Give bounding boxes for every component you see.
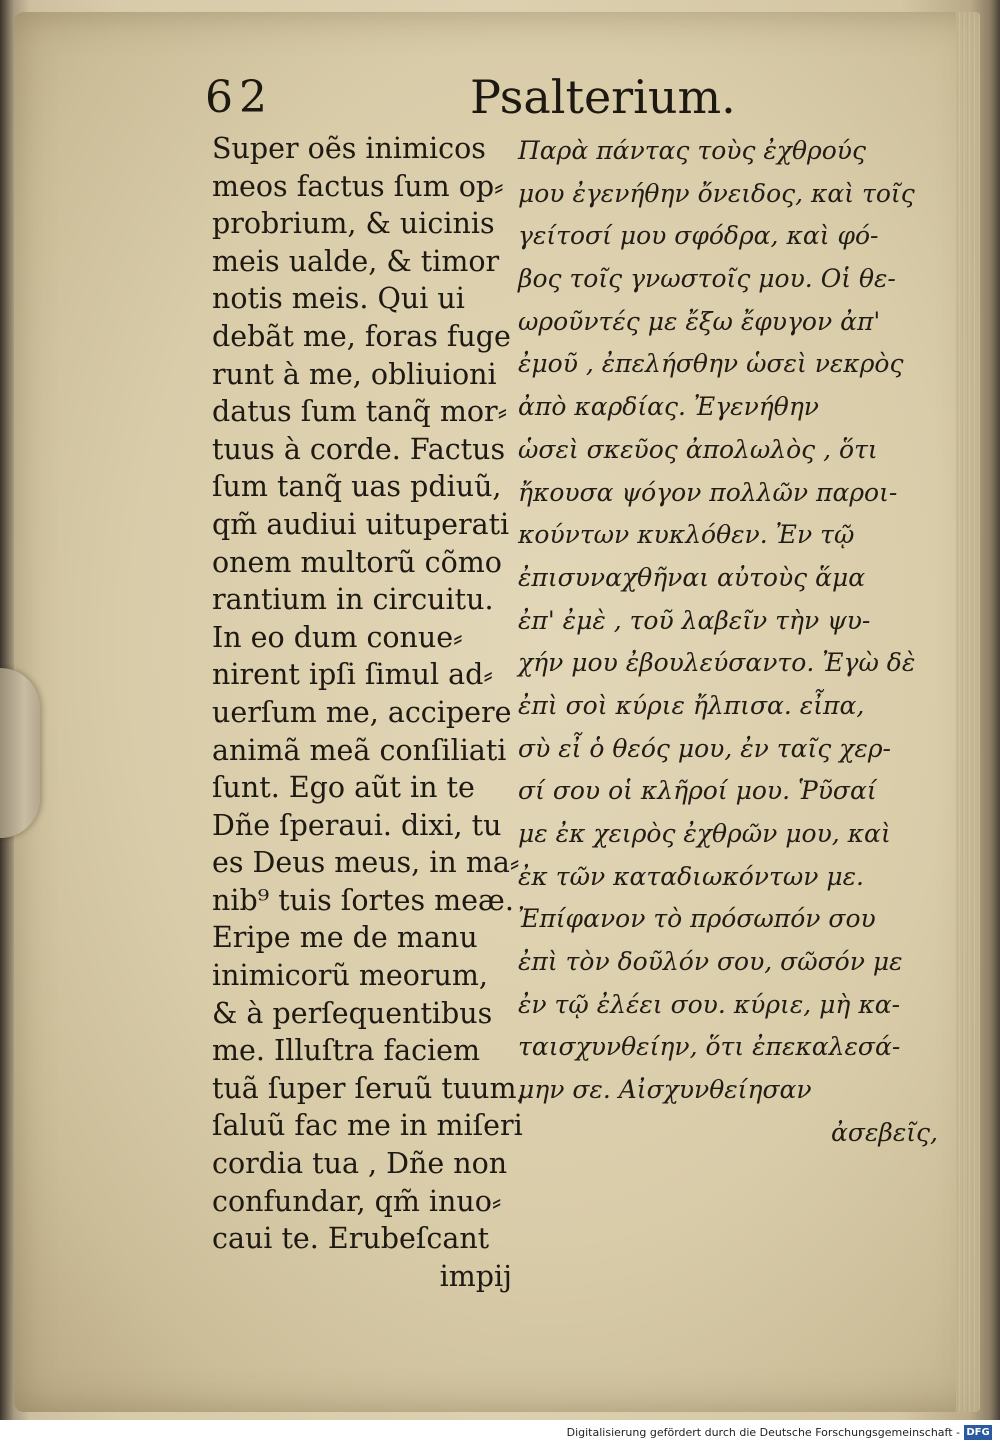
text-line: Ἐπίφανον τὸ πρόσωπόν σου	[518, 904, 876, 934]
text-line: ἐκ τῶν καταδιωκόντων με.	[518, 861, 864, 891]
text-line: ſum tanq̃ uas pdiuũ,	[212, 470, 502, 504]
text-line: inimicorũ meorum,	[212, 959, 488, 993]
text-line: σί σου οἱ κλῆροί μου. Ῥῦσαί	[518, 776, 877, 806]
text-line: ἐπὶ σοὶ κύριε ἤλπισα. εἶπα,	[518, 690, 865, 720]
text-line: notis meis. Qui ui	[212, 282, 465, 316]
text-line: rantium in circuitu.	[212, 583, 494, 617]
text-line: ωροῦντές με ἔξω ἔφυγον ἀπ'	[518, 306, 881, 336]
text-line: μην σε. Αἰσχυνθείησαν	[518, 1075, 812, 1105]
text-line: impij	[439, 1259, 512, 1293]
text-line: ὡσεὶ σκεῦος ἀπολωλὸς , ὅτι	[518, 434, 878, 464]
text-line: probrium, & uicinis	[212, 207, 495, 241]
text-line: Eripe me de manu	[212, 921, 478, 955]
text-line: ἐπὶ τὸν δοῦλόν σου, σῶσόν με	[518, 947, 903, 977]
text-line: κούντων κυκλόθεν. Ἐν τῷ	[518, 520, 855, 550]
text-line: onem multorũ cõmo	[212, 545, 502, 579]
text-line: γείτοσί μου σφόδρα, καὶ φό-	[518, 221, 879, 251]
thumb-tab	[0, 668, 40, 838]
page-number: 62	[205, 72, 273, 123]
text-line: ſunt. Ego aũt in te	[212, 771, 475, 805]
text-line: cordia tua , Dñe non	[212, 1147, 508, 1181]
text-line: ἤκουσα ψόγον πολλῶν παροι-	[518, 477, 898, 507]
text-line: ſaluũ fac me in miſeri	[212, 1109, 523, 1143]
text-line: με ἐκ χειρὸς ἐχθρῶν μου, καὶ	[518, 819, 891, 848]
text-line: runt à me, obliuioni	[212, 357, 497, 391]
text-line: nib⁹ tuis ſortes meæ.	[212, 883, 514, 917]
text-line: debãt me, foras fuge	[212, 319, 511, 353]
text-line: tuã ſuper ſeruũ tuum,	[212, 1071, 526, 1105]
text-line: qm̃ audiui uituperati	[212, 507, 510, 541]
text-line: datus ſum tanq̃ mor⸗	[212, 395, 508, 429]
text-line: Dñe ſperaui. dixi, tu	[212, 808, 502, 842]
latin-column	[212, 130, 526, 1295]
text-line: meis ualde, & timor	[212, 244, 500, 278]
text-line: & à perſequentibus	[212, 996, 493, 1030]
text-line: uerſum me, accipere	[212, 695, 512, 729]
text-line: animã meã conſiliati	[212, 733, 507, 767]
text-line: ἐπ' ἐμὲ , τοῦ λαβεῖν τὴν ψυ-	[518, 605, 871, 635]
text-line: me. Illuſtra faciem	[212, 1034, 481, 1068]
text-line: ἐπισυναχθῆναι αὐτοὺς ἅμα	[518, 562, 866, 592]
text-line: ἀπὸ καρδίας. Ἐγενήθην	[518, 392, 820, 422]
text-line: confundar, qm̃ inuo⸗	[212, 1184, 502, 1218]
text-line: Super oẽs inimicos	[212, 132, 486, 165]
page-title: Psalterium.	[470, 70, 736, 124]
text-line: ἐμοῦ , ἐπελήσθην ὡσεὶ νεκρὸς	[518, 349, 904, 379]
text-line: ἐν τῷ ἐλέει σου. κύριε, μὴ κα-	[518, 989, 901, 1019]
page-edge	[956, 12, 980, 1412]
footer-credit: Digitalisierung gefördert durch die Deutsche Forschungsgemeinschaft -	[566, 1426, 960, 1439]
text-line: σὺ εἶ ὁ θεός μου, ἐν ταῖς χερ-	[518, 733, 891, 763]
text-line: χήν μου ἐβουλεύσαντο. Ἐγὼ δὲ	[518, 648, 916, 678]
text-line: nirent ipſi ſimul ad⸗	[212, 658, 493, 692]
text-line: caui te. Erubeſcant	[212, 1222, 490, 1256]
text-line: meos factus ſum op⸗	[212, 169, 504, 203]
text-line: ταισχυνθείην, ὅτι ἐπεκαλεσά-	[518, 1032, 901, 1062]
text-line: es Deus meus, in ma⸗	[212, 846, 520, 880]
text-line: In eo dum conue⸗	[212, 620, 463, 654]
footer-bar	[0, 1420, 1000, 1446]
text-line: βος τοῖς γνωστοῖς μου. Οἱ θε-	[518, 264, 896, 294]
text-line: Παρὰ πάντας τοὺς ἐχθρούς	[518, 136, 866, 165]
greek-column	[518, 130, 938, 1155]
text-line: ἀσεβεῖς,	[831, 1117, 938, 1147]
dfg-logo: DFG	[964, 1425, 992, 1440]
text-line: μου ἐγενήθην ὄνειδος, καὶ τοῖς	[518, 178, 915, 208]
text-line: tuus à corde. Factus	[212, 432, 506, 466]
